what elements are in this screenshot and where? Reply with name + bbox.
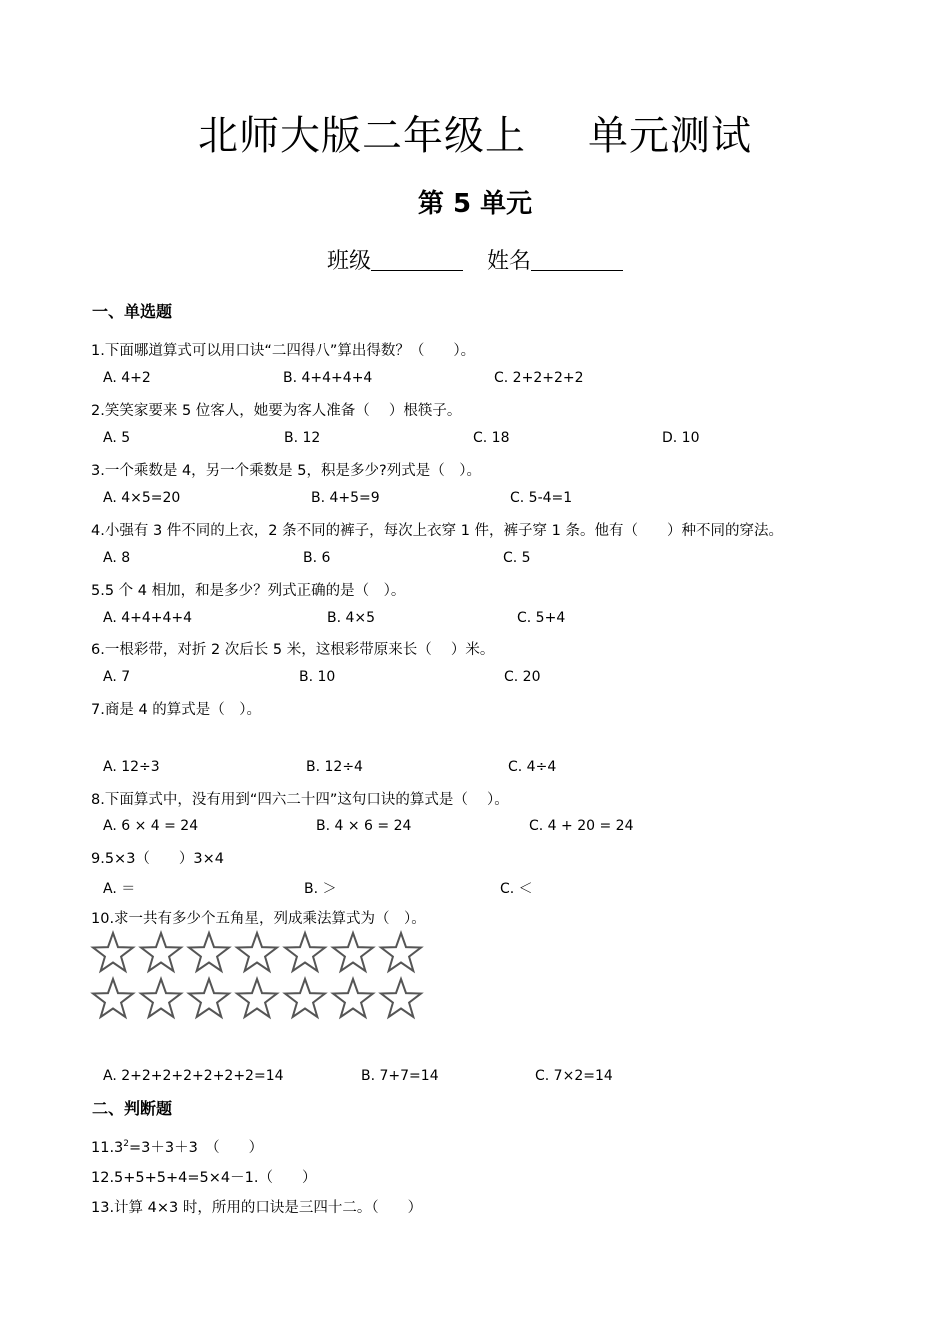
q5-option-a[interactable]: A. 4+4+4+4 <box>103 610 193 626</box>
q4-option-a[interactable]: A. 8 <box>103 550 131 566</box>
page-title <box>0 104 950 161</box>
star-icon <box>138 930 186 976</box>
q6-option-c[interactable]: C. 20 <box>504 669 541 685</box>
q9-option-b[interactable]: B. ＞ <box>304 881 337 897</box>
q8-option-c[interactable]: C. 4 + 20 = 24 <box>529 818 634 834</box>
title-left: 北师大版二年级上 <box>198 113 526 159</box>
q2-option-a[interactable]: A. 5 <box>103 430 131 446</box>
q9-option-a[interactable]: A. ＝ <box>103 881 136 897</box>
q1-option-a[interactable]: A. 4+2 <box>103 370 151 386</box>
q11-prefix: 11.3 <box>91 1140 124 1156</box>
title-right: 单元测试 <box>588 113 752 159</box>
star-icon <box>138 976 186 1022</box>
q11-exponent: 2 <box>123 1139 130 1150</box>
question-7: 7.商是 4 的算式是（ ）。 <box>91 702 262 718</box>
question-5: 5.5 个 4 相加，和是多少？列式正确的是（ ）。 <box>91 583 406 599</box>
star-icon <box>186 976 234 1022</box>
star-icon <box>378 930 426 976</box>
class-blank[interactable] <box>371 248 463 271</box>
question-4: 4.小强有 3 件不同的上衣，2 条不同的裤子，每次上衣穿 1 件，裤子穿 1 条。他有（ ）种不同的穿法。 <box>91 523 783 539</box>
question-3: 3.一个乘数是 4，另一个乘数是 5，积是多少?列式是（ ）。 <box>91 463 481 479</box>
q7-option-b[interactable]: B. 12÷4 <box>306 759 363 775</box>
q2-option-b[interactable]: B. 12 <box>284 430 321 446</box>
q10-option-a[interactable]: A. 2+2+2+2+2+2+2=14 <box>103 1068 284 1084</box>
q6-option-a[interactable]: A. 7 <box>103 669 131 685</box>
star-icon <box>90 930 138 976</box>
question-2: 2.笑笑家要来 5 位客人，她要为客人准备（ ）根筷子。 <box>91 403 462 419</box>
question-13: 13.计算 4×3 时，所用的口诀是三四十二。（ ） <box>91 1200 423 1216</box>
q1-option-c[interactable]: C. 2+2+2+2 <box>494 370 584 386</box>
star-icon <box>378 976 426 1022</box>
name-blank[interactable] <box>531 248 623 271</box>
q11-rest: =3＋3＋3 （ ） <box>129 1140 264 1156</box>
q1-option-b[interactable]: B. 4+4+4+4 <box>283 370 373 386</box>
star-row <box>90 930 426 976</box>
student-info-line <box>0 244 950 275</box>
star-icon <box>330 930 378 976</box>
question-10: 10.求一共有多少个五角星，列成乘法算式为（ ）。 <box>91 911 426 927</box>
class-label: 班级 <box>326 249 371 274</box>
section-single-choice: 一、单选题 <box>92 302 173 321</box>
q5-option-c[interactable]: C. 5+4 <box>517 610 566 626</box>
question-12: 12.5+5+5+4=5×4－1.（ ） <box>91 1170 317 1186</box>
q6-option-b[interactable]: B. 10 <box>299 669 336 685</box>
star-icon <box>234 976 282 1022</box>
star-icon <box>330 976 378 1022</box>
star-row <box>90 976 426 1022</box>
question-11 <box>91 1136 263 1157</box>
q5-option-b[interactable]: B. 4×5 <box>327 610 376 626</box>
q4-option-c[interactable]: C. 5 <box>503 550 531 566</box>
q3-option-b[interactable]: B. 4+5=9 <box>311 490 380 506</box>
q2-option-d[interactable]: D. 10 <box>662 430 700 446</box>
q10-option-c[interactable]: C. 7×2=14 <box>535 1068 613 1084</box>
question-9: 9.5×3（ ）3×4 <box>91 851 225 867</box>
star-icon <box>282 930 330 976</box>
q8-option-b[interactable]: B. 4 × 6 = 24 <box>316 818 412 834</box>
name-label: 姓名 <box>487 249 532 274</box>
q4-option-b[interactable]: B. 6 <box>303 550 331 566</box>
star-icon <box>186 930 234 976</box>
q3-option-c[interactable]: C. 5-4=1 <box>510 490 573 506</box>
q2-option-c[interactable]: C. 18 <box>473 430 510 446</box>
question-1: 1.下面哪道算式可以用口诀“二四得八”算出得数？（ ）。 <box>91 343 476 359</box>
star-icon <box>282 976 330 1022</box>
q7-option-c[interactable]: C. 4÷4 <box>508 759 557 775</box>
question-8: 8.下面算式中，没有用到“四六二十四”这句口诀的算式是（ ）。 <box>91 792 509 808</box>
q9-option-c[interactable]: C. ＜ <box>500 881 533 897</box>
question-6: 6.一根彩带，对折 2 次后长 5 米，这根彩带原来长（ ）米。 <box>91 642 495 658</box>
q7-option-a[interactable]: A. 12÷3 <box>103 759 160 775</box>
q10-option-b[interactable]: B. 7+7=14 <box>361 1068 439 1084</box>
q3-option-a[interactable]: A. 4×5=20 <box>103 490 181 506</box>
star-icon <box>90 976 138 1022</box>
section-judgement: 二、判断题 <box>92 1099 173 1118</box>
q8-option-a[interactable]: A. 6 × 4 = 24 <box>103 818 199 834</box>
star-grid <box>90 930 426 1022</box>
star-icon <box>234 930 282 976</box>
unit-subtitle: 第 5 单元 <box>417 189 533 219</box>
